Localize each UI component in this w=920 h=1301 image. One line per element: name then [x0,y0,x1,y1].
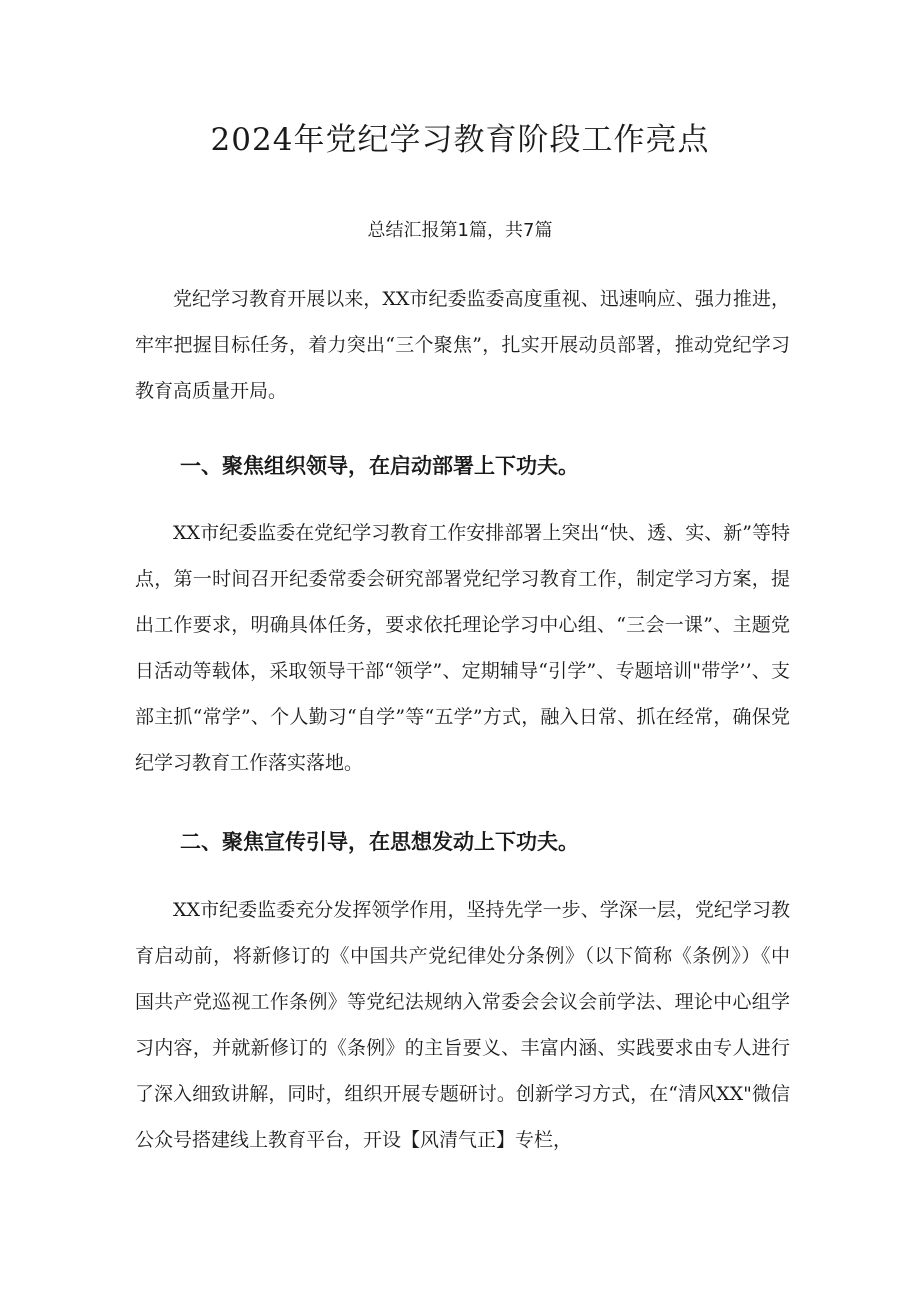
section-2-paragraph: XX市纪委监委充分发挥领学作用，坚持先学一步、学深一层，党纪学习教育启动前，将新修订的《中国共产党纪律处分条例》（以下简称《条例》）《中国共产党巡视工作条例》等党纪法规纳入常委会会议会前学法、理论中心组学习内容，并就新修订的《条例》的主旨要义、丰富内涵、实践要求由专人进行了深入细致讲解，同时，组织开展专题研讨。创新学习方式，在“清风XX"微信公众号搭建线上教育平台，开设【风清气正】专栏， [135,899,790,1151]
section-1-paragraph: XX市纪委监委在党纪学习教育工作安排部署上突出“快、透、实、新”等特点，第一时间召开纪委常委会研究部署党纪学习教育工作，制定学习方案，提出工作要求，明确具体任务，要求依托理论学习中心组、“三会一课”、主题党日活动等载体，采取领导干部“领学”、定期辅导“引学”、专题培训"带学’’、支部主抓“常学”、个人勤习“自学”等“五学”方式，融入日常、抓在经常，确保党纪学习教育工作落实落地。 [135,522,790,774]
document-subtitle: 总结汇报第1篇，共7篇 [367,220,553,241]
intro-paragraph: 党纪学习教育开展以来，XX市纪委监委高度重视、迅速响应、强力推进，牢牢把握目标任务，着力突出“三个聚焦”，扎实开展动员部署，推动党纪学习教育高质量开局。 [135,288,790,402]
section-heading-1: 一、聚焦组织领导，在启动部署上下功夫。 [180,454,579,478]
document-title: 2024年党纪学习教育阶段工作亮点 [210,122,710,158]
section-heading-2: 二、聚焦宣传引导，在思想发动上下功夫。 [180,830,579,854]
